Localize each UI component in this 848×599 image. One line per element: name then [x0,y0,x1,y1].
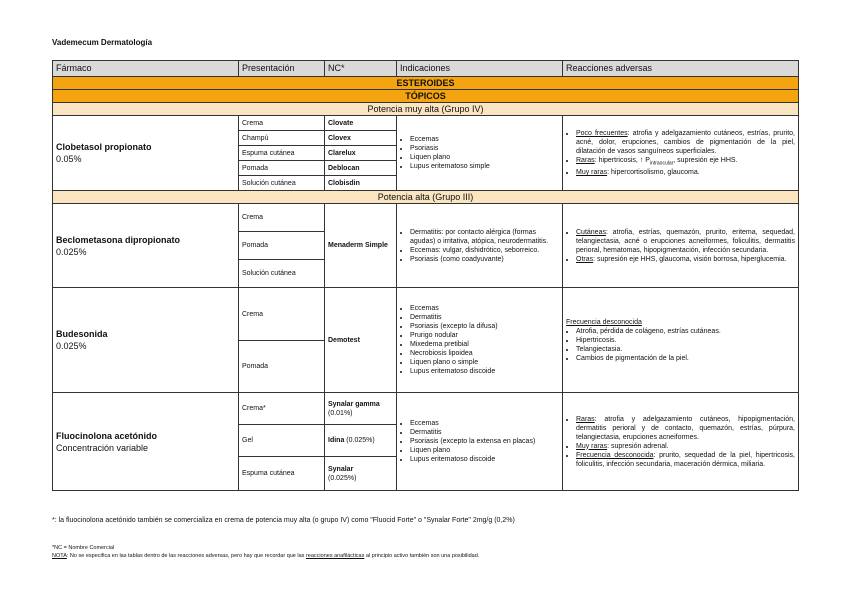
list-item: • Liquen plano [410,446,559,455]
list-item: • Cambios de pigmentación de la piel. [576,354,795,363]
list-item [576,451,795,469]
adverse-label: Raras [576,156,595,164]
presentation-cell: Espuma cutánea [239,457,325,491]
drug-table [52,60,799,491]
adverse-label: Poco frecuentes [576,129,628,137]
table-header-row [53,61,799,77]
adverse-text: : prurito, sequedad de la piel, hipertricosis, foliculitis, infección secundaria, maceración dérmica, miliaria. [576,451,795,468]
list-item [576,415,795,442]
footnote-nc: *NC = Nombre Comercial [52,545,115,551]
potency-row-group-iii: Potencia alta (Grupo III) [53,191,799,204]
presentation-cell: Solución cutánea [239,176,325,191]
list-item: • Prurigo nodular [410,331,559,340]
adverse-text: : supresión adrenal. [607,442,669,450]
drug-concentration: 0.025% [56,246,87,257]
list-item: • Lupus eritematoso simple [410,162,559,171]
header-indicaciones: Indicaciones [397,61,563,77]
list-item: • Atrofia, pérdida de colágeno, estrías cutáneas. [576,327,795,336]
list-item: • Psoriasis [410,144,559,153]
nc-cell [325,161,397,176]
nc-cell [325,204,397,288]
presentation-cell: Crema [239,204,325,232]
adverse-label: Frecuencia desconocida [576,451,654,459]
adverse-label: Otras [576,255,594,263]
adverse-text: : supresión eje HHS, glaucoma, visión borrosa, hiperglucemia. [593,255,787,263]
drug-name: Clobetasol propionato [56,142,152,152]
drug-name: Budesonida [56,329,108,339]
nc-cell [325,131,397,146]
adverse-text: , supresión eje HHS. [673,156,738,164]
list-item: • Mixedema pretibial [410,340,559,349]
list-item: • Dermatitis: por contacto alérgica (formas agudas) o irritativa, atópica, neurodermatitis. [410,228,559,246]
list-item: • Telangiectasia. [576,345,795,354]
nc-extra: (0.025%) [346,437,375,444]
indications-cell [397,393,563,491]
presentation-cell: Pomada [239,341,325,393]
header-farmaco: Fármaco [53,61,239,77]
list-item [576,442,795,451]
footnote-fluocinolona: *: la fluocinolona acetónido también se comercializa en crema de potencia muy alta (o grupo IV) como "Fluocid Forte" o "Synalar Forte" 2mg/g (0,2%) [52,517,515,524]
presentation-cell: Crema [239,288,325,341]
nota-label: NOTA [52,553,67,559]
adverse-heading: Frecuencia desconocida [566,318,642,326]
nc-cell [325,146,397,161]
header-presentacion: Presentación [239,61,325,77]
nota-link: reacciones anafilácticas [305,553,365,559]
presentation-cell: Crema* [239,393,325,425]
nc-cell [325,288,397,393]
nc-name: Clarelux [328,149,356,157]
list-item: • Hipertricosis. [576,336,795,345]
indications-cell [397,288,563,393]
list-item: • Eccemas [410,135,559,144]
list-item: • Necrobiosis lipoidea [410,349,559,358]
list-item: • Lupus eritematoso discoide [410,455,559,464]
adverse-text: : atrofia y adelgazamiento cutáneos, hipopigmentación, dermatitis perioral y de contacto, quemazón, estrías, púrpura, telangiectasia, erupciones acneiformes. [576,415,795,441]
nc-name: Deblocan [328,164,360,172]
list-item: • Eccemas [410,304,559,313]
nc-cell [325,176,397,191]
adverse-subscript: intraocular [649,160,674,167]
adverse-text: : hipercortisolismo, glaucoma. [607,169,700,177]
nc-name: Synalar [328,465,354,473]
drug-name: Fluocinolona acetónido [56,430,157,441]
potency-row-group-iv: Potencia muy alta (Grupo IV) [53,103,799,116]
nc-name: Menaderm Simple [328,242,388,249]
indications-cell [397,204,563,288]
list-item: • Psoriasis (excepto la difusa) [410,322,559,331]
list-item: • Psoriasis (excepto la extensa en placas) [410,437,559,446]
list-item [576,255,795,264]
list-item: • Psoriasis (como coadyuvante) [410,255,559,264]
nc-name: Synalar gamma [328,400,380,408]
nc-name: Clobisdin [328,179,360,187]
presentation-cell: Solución cutánea [239,260,325,288]
adverse-text: : atrofia, estrías, quemazón, prurito, eritema, sequedad, telangiectasia, acné o erupciones acneiformes, foliculitis, dermatitis perioral, hematomas, hipopigmentación, infección secundaria. [576,228,795,254]
nc-cell [325,457,397,491]
adverse-text: : atrofia y adelgazamiento cutáneos, estrías, prurito, acné, dolor, erupciones, cambios de pigmentación de la piel, dilatación de vasos sanguíneos superficiales. [576,129,795,155]
subsection-band: TÓPICOS [53,90,799,103]
section-band: ESTEROIDES [53,77,799,90]
presentation-cell: Pomada [239,232,325,260]
footnote-nota [52,553,479,559]
adverse-text: : hipertricosis, ↑ P [594,156,650,164]
adverse-cell [563,204,799,288]
drug-concentration: 0.025% [56,341,87,351]
nota-text-pre: : No se especifica en las tablas dentro de las reacciones adversas, pero hay que recordar que las [66,553,306,559]
drug-name-clobetasol [53,116,239,191]
drug-name-budesonida [53,288,239,393]
drug-name-fluocinolona [53,393,239,491]
list-item [576,228,795,255]
nc-name: Idina [328,437,345,444]
drug-name-beclometasona [53,204,239,288]
adverse-cell [563,393,799,491]
indications-cell [397,116,563,191]
adverse-label: Cutáneas [576,228,606,236]
list-item: • Dermatitis [410,313,559,322]
header-reacciones: Reacciones adversas [563,61,799,77]
nc-cell [325,425,397,457]
nc-name: Demotest [328,336,360,344]
drug-name: Beclometasona dipropionato [56,234,181,245]
header-nc: NC* [325,61,397,77]
presentation-cell: Espuma cutánea [239,146,325,161]
adverse-cell [563,288,799,393]
adverse-label: Muy raras [576,169,608,177]
presentation-cell: Gel [239,425,325,457]
nota-text-post: al principio activo también son una posibilidad. [364,553,480,559]
adverse-label: Muy raras [576,442,608,450]
drug-concentration: 0.05% [56,154,82,164]
presentation-cell: Champú [239,131,325,146]
nc-cell [325,393,397,425]
presentation-cell: Crema [239,116,325,131]
presentation-cell: Pomada [239,161,325,176]
list-item: • Liquen plano o simple [410,358,559,367]
list-item: • Eccemas [410,419,559,428]
list-item: • Liquen plano [410,153,559,162]
nc-extra: (0.025%) [328,474,357,482]
nc-name: Clovate [328,119,354,127]
nc-name: Clovex [328,134,351,142]
list-item: • Lupus eritematoso discoide [410,367,559,376]
list-item [576,129,795,156]
list-item: • Eccemas: vulgar, dishidrótico, seborreico. [410,246,559,255]
adverse-label: Raras [576,415,595,423]
nc-extra: (0.01%) [328,409,353,417]
list-item [576,156,795,168]
adverse-cell [563,116,799,191]
document-title: Vademecum Dermatología [52,38,153,47]
list-item [576,168,795,177]
list-item: • Dermatitis [410,428,559,437]
nc-cell [325,116,397,131]
drug-concentration: Concentración variable [56,442,149,453]
